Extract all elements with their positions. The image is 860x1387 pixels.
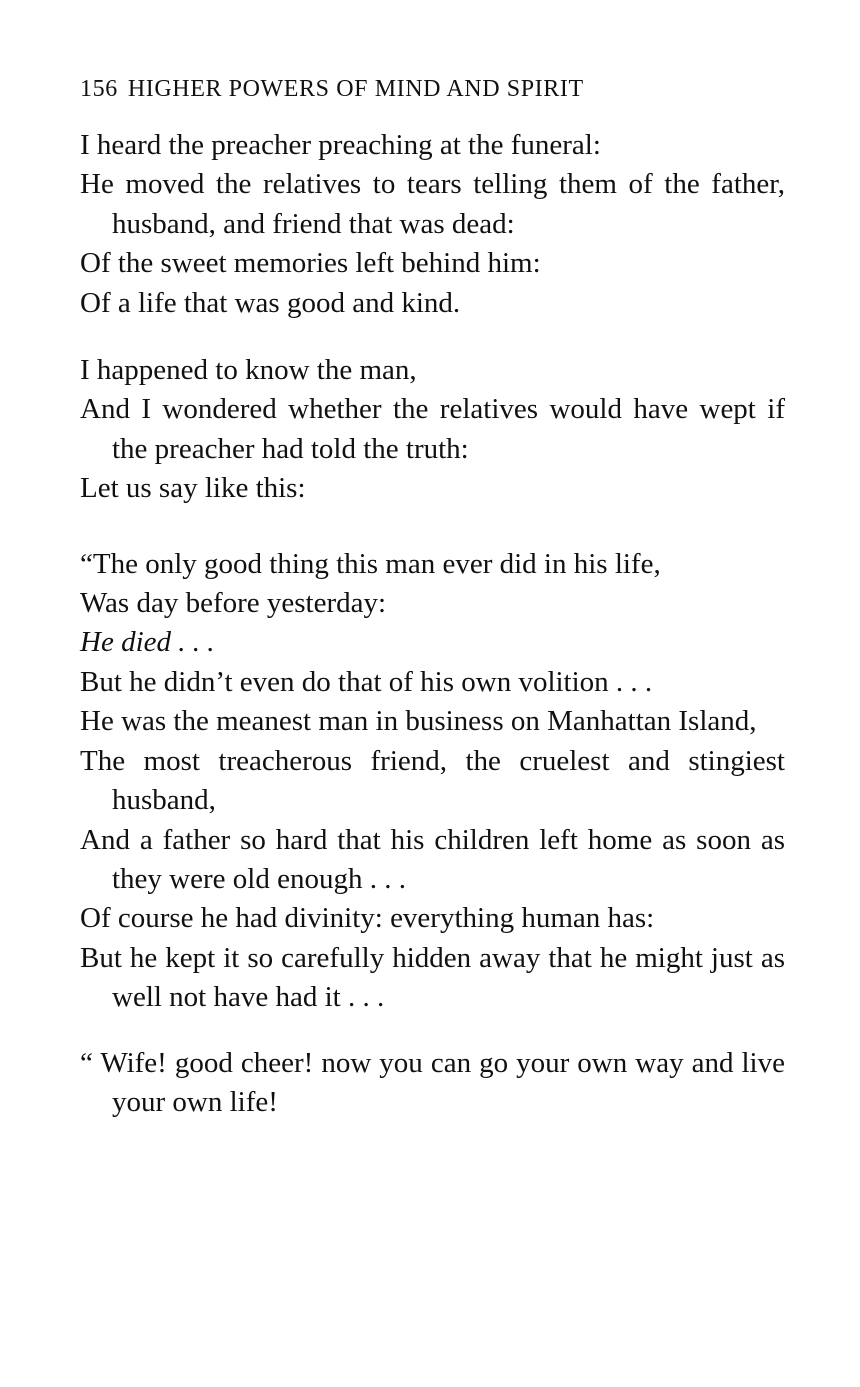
book-page xyxy=(80,72,785,1150)
poem-line: “The only good thing this man ever did in his life, xyxy=(80,547,661,580)
poem-line: Of the sweet memories left behind him: xyxy=(80,247,541,280)
stanza-1 xyxy=(80,126,785,323)
page-number: 156 xyxy=(80,76,118,102)
poem-line: Of course he had divinity: everything human has: xyxy=(80,902,655,935)
poem-line: But he didn’t even do that of his own volition . . . xyxy=(80,665,653,698)
poem-line: But he kept it so carefully hidden away that he might just as well not have had it . . . xyxy=(80,941,785,1014)
poem-line: And a father so hard that his children left home as soon as they were old enough . . . xyxy=(80,823,785,895)
running-head xyxy=(80,72,785,106)
poem-line: Was day before yesterday: xyxy=(80,587,387,620)
poem-line: And I wondered whether the relatives would have wept if the preacher had told the truth: xyxy=(80,393,785,465)
poem-line: Let us say like this: xyxy=(80,472,306,505)
poem-line-italic: He died . . . xyxy=(80,626,215,659)
poem-line: Of a life that was good and kind. xyxy=(80,286,461,319)
running-title: HIGHER POWERS OF MIND AND SPIRIT xyxy=(127,76,584,102)
poem-line: “ Wife! good cheer! now you can go your own way and live your own life! xyxy=(80,1046,785,1118)
poem-line: The most treacherous friend, the cruelest and stingiest husband, xyxy=(80,744,785,817)
stanza-3 xyxy=(80,545,785,1018)
poem-line: He was the meanest man in business on Manhattan Island, xyxy=(80,705,757,738)
poem-line: He moved the relatives to tears telling them of the father, husband, and friend that was dead: xyxy=(80,168,785,240)
poem-line: I happened to know the man, xyxy=(80,354,417,387)
stanza-2 xyxy=(80,351,785,509)
poem-line: I heard the preacher preaching at the funeral: xyxy=(80,129,601,161)
stanza-4 xyxy=(80,1044,785,1123)
